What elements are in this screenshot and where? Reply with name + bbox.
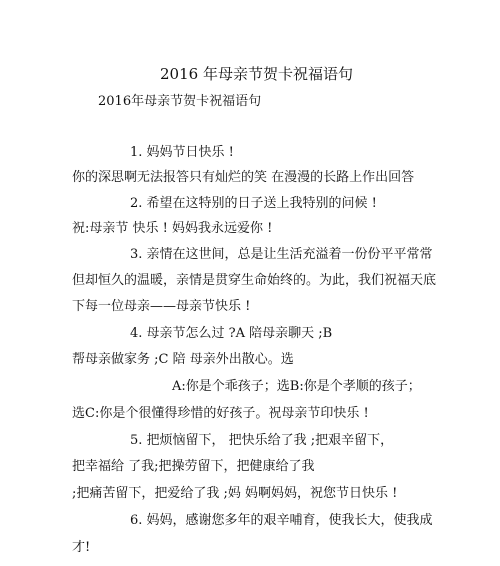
text-line: 下每一位母亲——母亲节快乐 ! [72,299,251,314]
text-line: 但却恒久的温暖，亲情是贯穿生命始终的。为此，我们祝福天底 [72,273,437,288]
page-subtitle: 2016年母亲节贺卡祝福语句 [98,94,262,109]
text-line: ;把痛苦留下，把爱给了我 ;妈 妈啊妈妈，祝您节日快乐 ! [72,486,398,501]
text-line: 才! [72,540,91,555]
text-line: 选C:你是个很懂得珍惜的好孩子。祝母亲节印快乐 ! [72,406,369,421]
text-line: 5. 把烦恼留下， 把快乐给了我 ;把艰辛留下， [130,433,394,448]
text-line: 1. 妈妈节日快乐 ! [130,145,234,160]
page-title: 2016 年母亲节贺卡祝福语句 [160,65,353,83]
text-line: 2. 希望在这特别的日子送上我特别的问候 ! [130,196,377,211]
text-line: 3. 亲情在这世间，总是让生活充溢着一份份平平常常 [130,247,433,262]
text-line: 6. 妈妈，感谢您多年的艰辛哺育，使我长大，使我成 [130,513,433,528]
text-line: 你的深思啊无法报答只有灿烂的笑 在漫漫的长路上作出回答 [72,170,415,185]
text-line: 4. 母亲节怎么过 ?A 陪母亲聊天 ;B [130,326,333,341]
text-line: 帮母亲做家务 ;C 陪 母亲外出散心。选 [72,352,294,367]
text-line: A:你是个乖孩子；选B:你是个孝顺的孩子； [172,379,421,394]
text-line: 祝:母亲节 快乐 ! 妈妈我永远爱你 ! [72,221,273,236]
text-line: 把幸福给 了我;把操劳留下，把健康给了我 [72,459,315,474]
